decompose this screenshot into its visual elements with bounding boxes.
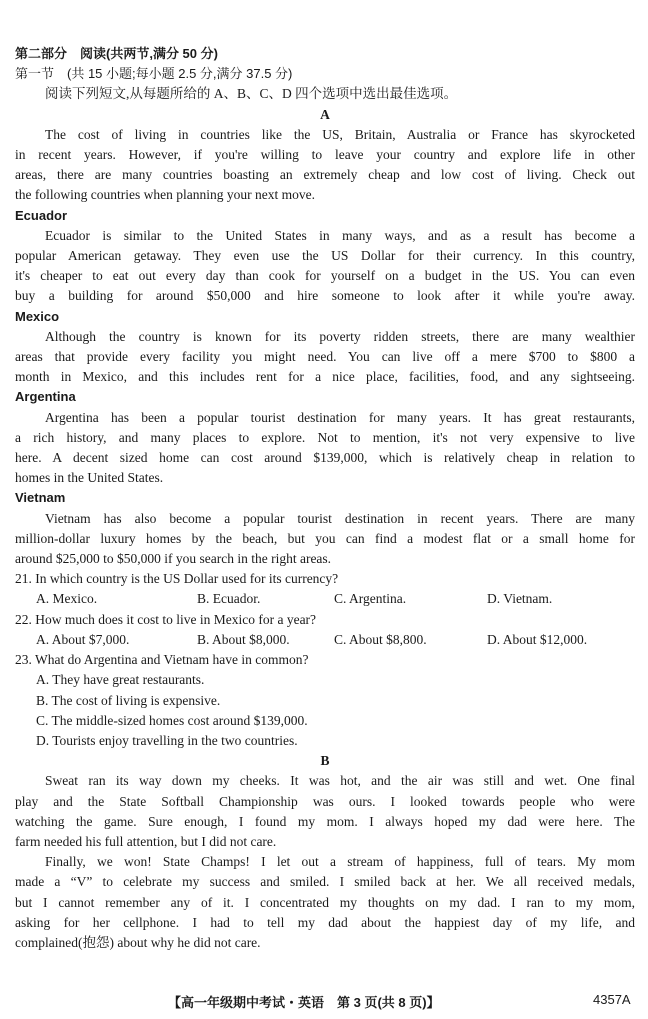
- option-b[interactable]: B. The cost of living is expensive.: [36, 692, 221, 708]
- text-line: made a “V” to celebrate my success and smiled. I smiled back at her. We all received medals,: [15, 874, 635, 890]
- mexico-heading: Mexico: [15, 308, 60, 324]
- exam-page: [15, 44, 635, 953]
- text-line: Sweat ran its way down my cheeks. It was hot, and the air was still and wet. One final: [45, 773, 635, 789]
- text-line: but I cannot remember any of it. I concentrated my thoughts on my dad. I ran to my mom,: [15, 894, 635, 910]
- text-line: buy a building for around $50,000 and hire someone to look after it while you're away.: [15, 288, 635, 304]
- ecuador-heading: Ecuador: [15, 207, 68, 223]
- text-line: areas that provide every facility you might need. You can live off a mere $700 to $800 a: [15, 349, 635, 365]
- option-b[interactable]: B. About $8,000.: [197, 631, 290, 647]
- option-a[interactable]: A. About $7,000.: [36, 631, 130, 647]
- text-line: month in Mexico, and this includes rent for a nice place, facilities, food, and any sightseeing.: [15, 369, 635, 385]
- option-d[interactable]: D. Tourists enjoy travelling in the two countries.: [36, 732, 298, 748]
- text-line: in recent years. However, if you're willing to leave your country and explore life in other: [15, 147, 635, 163]
- passage-b-paragraph-1: [15, 771, 635, 852]
- section-heading: 第一节 (共 15 小题;每小题 2.5 分,满分 37.5 分): [15, 66, 293, 82]
- vietnam-heading: Vietnam: [15, 490, 66, 506]
- question-stem: 21. In which country is the US Dollar used for its currency?: [15, 571, 339, 587]
- text-line: million-dollar luxury homes by the beach, but you can find a modest flat or a small home for: [15, 530, 635, 546]
- text-line: Although the country is known for its poverty ridden streets, there are many wealthier: [45, 328, 635, 344]
- question-stem: 22. How much does it cost to live in Mexico for a year?: [15, 611, 317, 627]
- option-c[interactable]: C. The middle-sized homes cost around $139,000.: [36, 712, 308, 728]
- option-a[interactable]: A. Mexico.: [36, 591, 98, 607]
- text-line: Vietnam has also become a popular tourist destination in recent years. There are many: [45, 510, 635, 526]
- vietnam-paragraph: [15, 509, 635, 570]
- passage-b-paragraph-2: [15, 852, 635, 953]
- text-line: Finally, we won! State Champs! I let out a stream of happiness, full of tears. My mom: [45, 854, 635, 870]
- argentina-paragraph: [15, 408, 635, 489]
- text-line: areas, there are many countries boasting an extremely cheap and low cost of living. Check out: [15, 167, 635, 183]
- text-line: The cost of living in countries like the US, Britain, Australia or France has skyrocketed: [45, 126, 635, 142]
- text-line: watching the game. Sure enough, I found my mom. I always hoped my dad were here. The: [15, 813, 635, 829]
- question-21: [15, 569, 635, 609]
- ecuador-paragraph: [15, 226, 635, 307]
- text-line: around $25,000 to $50,000 if you search in the right areas.: [15, 551, 332, 567]
- text-line: here. A decent sized home can cost around $139,000, which is relatively cheap in relation to: [15, 450, 635, 466]
- passage-b-letter: B: [320, 753, 330, 769]
- footer-title: 【高一年级期中考试・英语 第 3 页(共 8 页)】: [168, 995, 440, 1010]
- option-d[interactable]: D. Vietnam.: [487, 591, 553, 607]
- text-line: Ecuador is similar to the United States in many ways, and as a result has become a: [45, 227, 635, 243]
- text-line: the following countries when planning your next move.: [15, 187, 315, 203]
- text-line: it's cheaper to eat out every day than cook for yourself on a budget in the US. You can even: [15, 268, 635, 284]
- option-d[interactable]: D. About $12,000.: [487, 631, 588, 647]
- option-c[interactable]: C. About $8,800.: [334, 631, 427, 647]
- passage-a-letter: A: [320, 106, 330, 122]
- option-row: [15, 630, 635, 650]
- question-22: [15, 610, 635, 650]
- text-line: popular American getaway. They even use the US Dollar for their currency. In this country,: [15, 248, 635, 264]
- exam-code: 4357A: [593, 992, 631, 1007]
- text-line: farm needed his full attention, but I did not care.: [15, 833, 277, 849]
- option-a[interactable]: A. They have great restaurants.: [36, 672, 205, 688]
- passage-a-intro: [15, 125, 635, 206]
- option-row: [15, 589, 635, 609]
- text-line: a rich history, and many places to explore. Not to mention, it's not very expensive to live: [15, 429, 635, 445]
- text-line: play and the State Softball Championship was ours. I looked towards people who were: [15, 793, 635, 809]
- argentina-heading: Argentina: [15, 389, 76, 405]
- question-stem: 23. What do Argentina and Vietnam have in common?: [15, 652, 309, 668]
- option-b[interactable]: B. Ecuador.: [197, 591, 261, 607]
- mexico-paragraph: [15, 327, 635, 388]
- text-line: complained(抱怨) about why he did not care.: [15, 934, 261, 950]
- option-c[interactable]: C. Argentina.: [334, 591, 407, 607]
- text-line: homes in the United States.: [15, 470, 164, 486]
- part-heading: 第二部分 阅读(共两节,满分 50 分): [15, 46, 218, 61]
- instruction-text: 阅读下列短文,从每题所给的 A、B、C、D 四个选项中选出最佳选项。: [45, 86, 458, 102]
- text-line: Argentina has been a popular tourist destination for many years. It has great restaurants,: [45, 409, 635, 425]
- text-line: asking for her cellphone. I had to tell my dad about the happiest day of my life, and: [15, 914, 635, 930]
- question-23: [15, 650, 635, 751]
